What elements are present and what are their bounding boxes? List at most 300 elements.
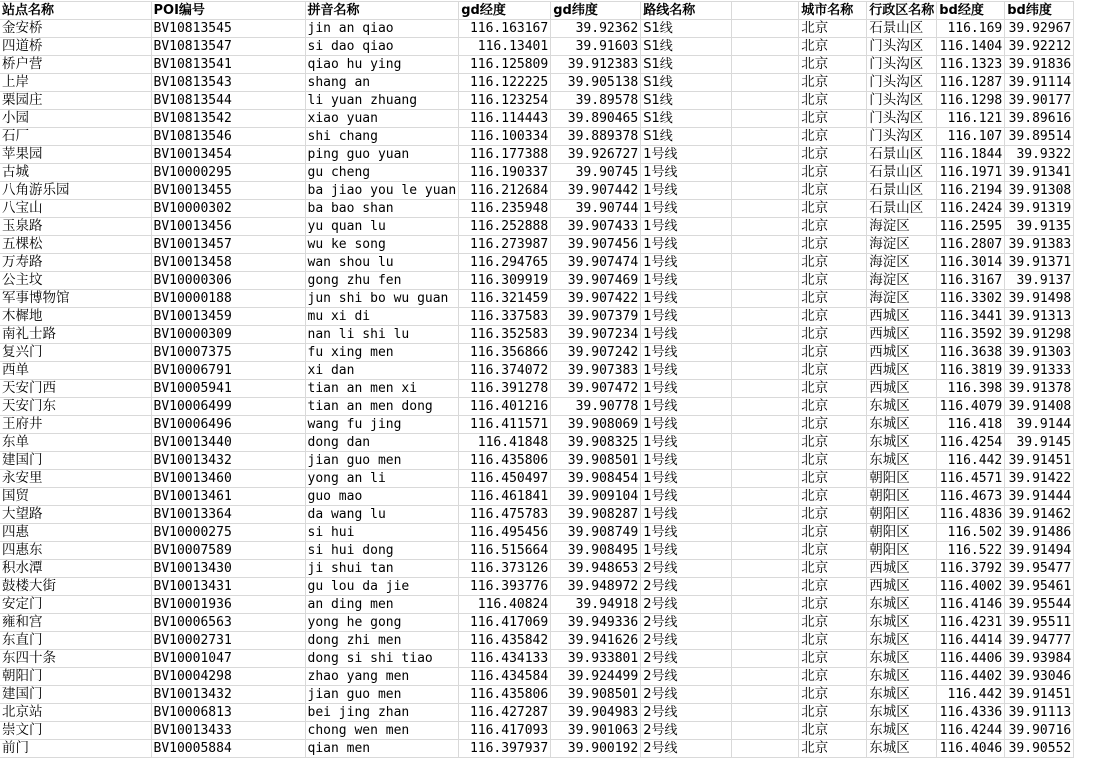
- station-name-cell[interactable]: 上岸: [0, 74, 151, 92]
- bd-lat-cell[interactable]: 39.91113: [1005, 704, 1074, 722]
- empty-cell[interactable]: [732, 632, 799, 650]
- gd-lng-cell[interactable]: 116.352583: [459, 326, 551, 344]
- station-name-cell[interactable]: 玉泉路: [0, 218, 151, 236]
- gd-lng-cell[interactable]: 116.475783: [459, 506, 551, 524]
- empty-cell[interactable]: [732, 146, 799, 164]
- poi-id-cell[interactable]: BV10013454: [151, 146, 305, 164]
- bd-lng-cell[interactable]: 116.121: [937, 110, 1005, 128]
- gd-lng-cell[interactable]: 116.235948: [459, 200, 551, 218]
- bd-lng-cell[interactable]: 116.4836: [937, 506, 1005, 524]
- poi-id-cell[interactable]: BV10001047: [151, 650, 305, 668]
- poi-id-cell[interactable]: BV10013430: [151, 560, 305, 578]
- gd-lng-cell[interactable]: 116.417069: [459, 614, 551, 632]
- bd-lat-cell[interactable]: 39.91462: [1005, 506, 1074, 524]
- empty-cell[interactable]: [732, 740, 799, 758]
- bd-lat-cell[interactable]: 39.93046: [1005, 668, 1074, 686]
- pinyin-cell[interactable]: mu xi di: [305, 308, 459, 326]
- poi-id-cell[interactable]: BV10000306: [151, 272, 305, 290]
- gd-lng-cell[interactable]: 116.374072: [459, 362, 551, 380]
- city-cell[interactable]: 北京: [799, 182, 867, 200]
- district-cell[interactable]: 西城区: [867, 380, 937, 398]
- district-cell[interactable]: 东城区: [867, 452, 937, 470]
- gd-lat-cell[interactable]: 39.904983: [551, 704, 641, 722]
- gd-lng-cell[interactable]: 116.273987: [459, 236, 551, 254]
- bd-lng-cell[interactable]: 116.442: [937, 452, 1005, 470]
- poi-id-cell[interactable]: BV10013456: [151, 218, 305, 236]
- gd-lat-cell[interactable]: 39.908501: [551, 686, 641, 704]
- gd-lng-cell[interactable]: 116.393776: [459, 578, 551, 596]
- station-name-cell[interactable]: 安定门: [0, 596, 151, 614]
- route-cell[interactable]: 1号线: [641, 290, 732, 308]
- route-cell[interactable]: 1号线: [641, 200, 732, 218]
- pinyin-cell[interactable]: zhao yang men: [305, 668, 459, 686]
- route-cell[interactable]: S1线: [641, 92, 732, 110]
- gd-lng-cell[interactable]: 116.163167: [459, 20, 551, 38]
- bd-lat-cell[interactable]: 39.91308: [1005, 182, 1074, 200]
- route-cell[interactable]: 2号线: [641, 596, 732, 614]
- pinyin-cell[interactable]: jin an qiao: [305, 20, 459, 38]
- bd-lat-cell[interactable]: 39.9322: [1005, 146, 1074, 164]
- route-cell[interactable]: 1号线: [641, 542, 732, 560]
- empty-cell[interactable]: [732, 596, 799, 614]
- pinyin-cell[interactable]: tian an men xi: [305, 380, 459, 398]
- bd-lng-cell[interactable]: 116.442: [937, 686, 1005, 704]
- district-cell[interactable]: 东城区: [867, 740, 937, 758]
- bd-lng-cell[interactable]: 116.4254: [937, 434, 1005, 452]
- district-cell[interactable]: 朝阳区: [867, 506, 937, 524]
- pinyin-cell[interactable]: guo mao: [305, 488, 459, 506]
- bd-lng-cell[interactable]: 116.522: [937, 542, 1005, 560]
- route-cell[interactable]: 1号线: [641, 164, 732, 182]
- route-cell[interactable]: 2号线: [641, 686, 732, 704]
- poi-id-cell[interactable]: BV10013433: [151, 722, 305, 740]
- station-name-cell[interactable]: 金安桥: [0, 20, 151, 38]
- pinyin-cell[interactable]: dong si shi tiao: [305, 650, 459, 668]
- bd-lng-cell[interactable]: 116.4406: [937, 650, 1005, 668]
- station-name-cell[interactable]: 东单: [0, 434, 151, 452]
- gd-lat-cell[interactable]: 39.941626: [551, 632, 641, 650]
- route-cell[interactable]: 2号线: [641, 740, 732, 758]
- pinyin-cell[interactable]: wang fu jing: [305, 416, 459, 434]
- empty-cell[interactable]: [732, 200, 799, 218]
- gd-lat-cell[interactable]: 39.90778: [551, 398, 641, 416]
- district-cell[interactable]: 石景山区: [867, 200, 937, 218]
- city-cell[interactable]: 北京: [799, 236, 867, 254]
- pinyin-cell[interactable]: qiao hu ying: [305, 56, 459, 74]
- empty-cell[interactable]: [732, 218, 799, 236]
- bd-lng-cell[interactable]: 116.418: [937, 416, 1005, 434]
- district-cell[interactable]: 门头沟区: [867, 38, 937, 56]
- poi-id-cell[interactable]: BV10013364: [151, 506, 305, 524]
- gd-lng-cell[interactable]: 116.294765: [459, 254, 551, 272]
- gd-lng-cell[interactable]: 116.356866: [459, 344, 551, 362]
- city-cell[interactable]: 北京: [799, 704, 867, 722]
- gd-lat-cell[interactable]: 39.905138: [551, 74, 641, 92]
- district-cell[interactable]: 西城区: [867, 344, 937, 362]
- route-cell[interactable]: 2号线: [641, 722, 732, 740]
- gd-lat-cell[interactable]: 39.92362: [551, 20, 641, 38]
- gd-lng-cell[interactable]: 116.435842: [459, 632, 551, 650]
- empty-cell[interactable]: [732, 668, 799, 686]
- gd-lat-cell[interactable]: 39.908454: [551, 470, 641, 488]
- gd-lng-cell[interactable]: 116.177388: [459, 146, 551, 164]
- gd-lng-cell[interactable]: 116.435806: [459, 686, 551, 704]
- header-poi-id[interactable]: POI编号: [151, 2, 305, 20]
- pinyin-cell[interactable]: ping guo yuan: [305, 146, 459, 164]
- city-cell[interactable]: 北京: [799, 596, 867, 614]
- gd-lat-cell[interactable]: 39.907422: [551, 290, 641, 308]
- gd-lat-cell[interactable]: 39.901063: [551, 722, 641, 740]
- bd-lat-cell[interactable]: 39.91422: [1005, 470, 1074, 488]
- bd-lng-cell[interactable]: 116.3014: [937, 254, 1005, 272]
- route-cell[interactable]: 1号线: [641, 488, 732, 506]
- poi-id-cell[interactable]: BV10000309: [151, 326, 305, 344]
- empty-cell[interactable]: [732, 398, 799, 416]
- bd-lat-cell[interactable]: 39.91486: [1005, 524, 1074, 542]
- pinyin-cell[interactable]: jian guo men: [305, 686, 459, 704]
- gd-lng-cell[interactable]: 116.434133: [459, 650, 551, 668]
- gd-lng-cell[interactable]: 116.125809: [459, 56, 551, 74]
- route-cell[interactable]: 1号线: [641, 326, 732, 344]
- bd-lat-cell[interactable]: 39.91114: [1005, 74, 1074, 92]
- route-cell[interactable]: 1号线: [641, 434, 732, 452]
- route-cell[interactable]: 1号线: [641, 308, 732, 326]
- gd-lng-cell[interactable]: 116.434584: [459, 668, 551, 686]
- empty-cell[interactable]: [732, 362, 799, 380]
- gd-lat-cell[interactable]: 39.907456: [551, 236, 641, 254]
- route-cell[interactable]: 2号线: [641, 578, 732, 596]
- route-cell[interactable]: 2号线: [641, 650, 732, 668]
- bd-lng-cell[interactable]: 116.1298: [937, 92, 1005, 110]
- route-cell[interactable]: 1号线: [641, 236, 732, 254]
- gd-lat-cell[interactable]: 39.90745: [551, 164, 641, 182]
- route-cell[interactable]: S1线: [641, 128, 732, 146]
- district-cell[interactable]: 石景山区: [867, 164, 937, 182]
- district-cell[interactable]: 东城区: [867, 722, 937, 740]
- pinyin-cell[interactable]: ji shui tan: [305, 560, 459, 578]
- bd-lng-cell[interactable]: 116.398: [937, 380, 1005, 398]
- bd-lng-cell[interactable]: 116.1287: [937, 74, 1005, 92]
- pinyin-cell[interactable]: xiao yuan: [305, 110, 459, 128]
- city-cell[interactable]: 北京: [799, 128, 867, 146]
- station-name-cell[interactable]: 东四十条: [0, 650, 151, 668]
- route-cell[interactable]: 1号线: [641, 452, 732, 470]
- gd-lng-cell[interactable]: 116.401216: [459, 398, 551, 416]
- empty-cell[interactable]: [732, 308, 799, 326]
- city-cell[interactable]: 北京: [799, 218, 867, 236]
- city-cell[interactable]: 北京: [799, 686, 867, 704]
- pinyin-cell[interactable]: si hui dong: [305, 542, 459, 560]
- poi-id-cell[interactable]: BV10000302: [151, 200, 305, 218]
- gd-lat-cell[interactable]: 39.908495: [551, 542, 641, 560]
- pinyin-cell[interactable]: yu quan lu: [305, 218, 459, 236]
- poi-id-cell[interactable]: BV10813542: [151, 110, 305, 128]
- pinyin-cell[interactable]: si dao qiao: [305, 38, 459, 56]
- empty-cell[interactable]: [732, 578, 799, 596]
- city-cell[interactable]: 北京: [799, 20, 867, 38]
- poi-id-cell[interactable]: BV10013432: [151, 452, 305, 470]
- gd-lng-cell[interactable]: 116.411571: [459, 416, 551, 434]
- empty-cell[interactable]: [732, 452, 799, 470]
- station-name-cell[interactable]: 木樨地: [0, 308, 151, 326]
- bd-lng-cell[interactable]: 116.3167: [937, 272, 1005, 290]
- city-cell[interactable]: 北京: [799, 416, 867, 434]
- bd-lat-cell[interactable]: 39.89616: [1005, 110, 1074, 128]
- pinyin-cell[interactable]: gu lou da jie: [305, 578, 459, 596]
- bd-lat-cell[interactable]: 39.89514: [1005, 128, 1074, 146]
- poi-id-cell[interactable]: BV10007375: [151, 344, 305, 362]
- district-cell[interactable]: 东城区: [867, 650, 937, 668]
- gd-lng-cell[interactable]: 116.417093: [459, 722, 551, 740]
- gd-lng-cell[interactable]: 116.427287: [459, 704, 551, 722]
- poi-id-cell[interactable]: BV10006499: [151, 398, 305, 416]
- gd-lat-cell[interactable]: 39.907242: [551, 344, 641, 362]
- city-cell[interactable]: 北京: [799, 722, 867, 740]
- station-name-cell[interactable]: 东直门: [0, 632, 151, 650]
- city-cell[interactable]: 北京: [799, 488, 867, 506]
- route-cell[interactable]: S1线: [641, 20, 732, 38]
- district-cell[interactable]: 西城区: [867, 308, 937, 326]
- bd-lat-cell[interactable]: 39.91383: [1005, 236, 1074, 254]
- pinyin-cell[interactable]: an ding men: [305, 596, 459, 614]
- bd-lat-cell[interactable]: 39.91498: [1005, 290, 1074, 308]
- city-cell[interactable]: 北京: [799, 470, 867, 488]
- city-cell[interactable]: 北京: [799, 164, 867, 182]
- station-name-cell[interactable]: 复兴门: [0, 344, 151, 362]
- district-cell[interactable]: 海淀区: [867, 254, 937, 272]
- gd-lng-cell[interactable]: 116.252888: [459, 218, 551, 236]
- bd-lat-cell[interactable]: 39.93984: [1005, 650, 1074, 668]
- station-name-cell[interactable]: 建国门: [0, 452, 151, 470]
- bd-lat-cell[interactable]: 39.9137: [1005, 272, 1074, 290]
- bd-lng-cell[interactable]: 116.1404: [937, 38, 1005, 56]
- city-cell[interactable]: 北京: [799, 452, 867, 470]
- gd-lat-cell[interactable]: 39.933801: [551, 650, 641, 668]
- bd-lat-cell[interactable]: 39.94777: [1005, 632, 1074, 650]
- empty-cell[interactable]: [732, 326, 799, 344]
- gd-lat-cell[interactable]: 39.907469: [551, 272, 641, 290]
- route-cell[interactable]: S1线: [641, 56, 732, 74]
- city-cell[interactable]: 北京: [799, 290, 867, 308]
- gd-lat-cell[interactable]: 39.907442: [551, 182, 641, 200]
- station-name-cell[interactable]: 石厂: [0, 128, 151, 146]
- empty-cell[interactable]: [732, 506, 799, 524]
- gd-lat-cell[interactable]: 39.91603: [551, 38, 641, 56]
- poi-id-cell[interactable]: BV10013440: [151, 434, 305, 452]
- route-cell[interactable]: 1号线: [641, 146, 732, 164]
- district-cell[interactable]: 东城区: [867, 596, 937, 614]
- district-cell[interactable]: 东城区: [867, 632, 937, 650]
- empty-cell[interactable]: [732, 560, 799, 578]
- bd-lng-cell[interactable]: 116.3792: [937, 560, 1005, 578]
- route-cell[interactable]: 2号线: [641, 614, 732, 632]
- district-cell[interactable]: 石景山区: [867, 146, 937, 164]
- empty-cell[interactable]: [732, 92, 799, 110]
- gd-lng-cell[interactable]: 116.309919: [459, 272, 551, 290]
- bd-lat-cell[interactable]: 39.95477: [1005, 560, 1074, 578]
- gd-lat-cell[interactable]: 39.949336: [551, 614, 641, 632]
- header-pinyin[interactable]: 拼音名称: [305, 2, 459, 20]
- bd-lat-cell[interactable]: 39.91451: [1005, 686, 1074, 704]
- city-cell[interactable]: 北京: [799, 578, 867, 596]
- route-cell[interactable]: S1线: [641, 110, 732, 128]
- station-name-cell[interactable]: 南礼士路: [0, 326, 151, 344]
- empty-cell[interactable]: [732, 128, 799, 146]
- district-cell[interactable]: 东城区: [867, 686, 937, 704]
- empty-cell[interactable]: [732, 542, 799, 560]
- district-cell[interactable]: 门头沟区: [867, 110, 937, 128]
- gd-lat-cell[interactable]: 39.907472: [551, 380, 641, 398]
- pinyin-cell[interactable]: bei jing zhan: [305, 704, 459, 722]
- gd-lng-cell[interactable]: 116.100334: [459, 128, 551, 146]
- bd-lat-cell[interactable]: 39.91451: [1005, 452, 1074, 470]
- station-name-cell[interactable]: 四惠东: [0, 542, 151, 560]
- poi-id-cell[interactable]: BV10813546: [151, 128, 305, 146]
- pinyin-cell[interactable]: ba bao shan: [305, 200, 459, 218]
- city-cell[interactable]: 北京: [799, 92, 867, 110]
- gd-lat-cell[interactable]: 39.907383: [551, 362, 641, 380]
- poi-id-cell[interactable]: BV10013432: [151, 686, 305, 704]
- poi-id-cell[interactable]: BV10013431: [151, 578, 305, 596]
- bd-lng-cell[interactable]: 116.4414: [937, 632, 1005, 650]
- gd-lat-cell[interactable]: 39.90744: [551, 200, 641, 218]
- header-bd-lat[interactable]: bd纬度: [1005, 2, 1074, 20]
- poi-id-cell[interactable]: BV10813545: [151, 20, 305, 38]
- district-cell[interactable]: 西城区: [867, 326, 937, 344]
- bd-lng-cell[interactable]: 116.2194: [937, 182, 1005, 200]
- district-cell[interactable]: 西城区: [867, 578, 937, 596]
- route-cell[interactable]: 1号线: [641, 272, 732, 290]
- gd-lng-cell[interactable]: 116.190337: [459, 164, 551, 182]
- route-cell[interactable]: 1号线: [641, 362, 732, 380]
- bd-lng-cell[interactable]: 116.107: [937, 128, 1005, 146]
- route-cell[interactable]: S1线: [641, 38, 732, 56]
- bd-lat-cell[interactable]: 39.91333: [1005, 362, 1074, 380]
- station-name-cell[interactable]: 四道桥: [0, 38, 151, 56]
- district-cell[interactable]: 西城区: [867, 560, 937, 578]
- gd-lat-cell[interactable]: 39.890465: [551, 110, 641, 128]
- bd-lat-cell[interactable]: 39.91341: [1005, 164, 1074, 182]
- city-cell[interactable]: 北京: [799, 524, 867, 542]
- city-cell[interactable]: 北京: [799, 146, 867, 164]
- empty-cell[interactable]: [732, 434, 799, 452]
- district-cell[interactable]: 石景山区: [867, 182, 937, 200]
- gd-lng-cell[interactable]: 116.515664: [459, 542, 551, 560]
- route-cell[interactable]: 2号线: [641, 560, 732, 578]
- station-name-cell[interactable]: 苹果园: [0, 146, 151, 164]
- pinyin-cell[interactable]: chong wen men: [305, 722, 459, 740]
- city-cell[interactable]: 北京: [799, 56, 867, 74]
- bd-lat-cell[interactable]: 39.92967: [1005, 20, 1074, 38]
- bd-lat-cell[interactable]: 39.91298: [1005, 326, 1074, 344]
- pinyin-cell[interactable]: shi chang: [305, 128, 459, 146]
- city-cell[interactable]: 北京: [799, 398, 867, 416]
- gd-lat-cell[interactable]: 39.908069: [551, 416, 641, 434]
- pinyin-cell[interactable]: shang an: [305, 74, 459, 92]
- district-cell[interactable]: 朝阳区: [867, 524, 937, 542]
- gd-lng-cell[interactable]: 116.114443: [459, 110, 551, 128]
- gd-lng-cell[interactable]: 116.212684: [459, 182, 551, 200]
- district-cell[interactable]: 海淀区: [867, 236, 937, 254]
- city-cell[interactable]: 北京: [799, 74, 867, 92]
- route-cell[interactable]: 1号线: [641, 254, 732, 272]
- bd-lat-cell[interactable]: 39.9144: [1005, 416, 1074, 434]
- bd-lat-cell[interactable]: 39.91303: [1005, 344, 1074, 362]
- pinyin-cell[interactable]: nan li shi lu: [305, 326, 459, 344]
- route-cell[interactable]: 1号线: [641, 398, 732, 416]
- header-city[interactable]: 城市名称: [799, 2, 867, 20]
- poi-id-cell[interactable]: BV10013458: [151, 254, 305, 272]
- empty-cell[interactable]: [732, 290, 799, 308]
- poi-id-cell[interactable]: BV10813541: [151, 56, 305, 74]
- poi-id-cell[interactable]: BV10005941: [151, 380, 305, 398]
- poi-id-cell[interactable]: BV10013459: [151, 308, 305, 326]
- empty-cell[interactable]: [732, 488, 799, 506]
- bd-lat-cell[interactable]: 39.90716: [1005, 722, 1074, 740]
- district-cell[interactable]: 朝阳区: [867, 470, 937, 488]
- bd-lng-cell[interactable]: 116.3819: [937, 362, 1005, 380]
- bd-lat-cell[interactable]: 39.95461: [1005, 578, 1074, 596]
- city-cell[interactable]: 北京: [799, 344, 867, 362]
- gd-lat-cell[interactable]: 39.948653: [551, 560, 641, 578]
- gd-lng-cell[interactable]: 116.41848: [459, 434, 551, 452]
- poi-id-cell[interactable]: BV10004298: [151, 668, 305, 686]
- route-cell[interactable]: 1号线: [641, 524, 732, 542]
- district-cell[interactable]: 朝阳区: [867, 542, 937, 560]
- station-name-cell[interactable]: 雍和宫: [0, 614, 151, 632]
- empty-cell[interactable]: [732, 74, 799, 92]
- empty-cell[interactable]: [732, 704, 799, 722]
- gd-lat-cell[interactable]: 39.907379: [551, 308, 641, 326]
- station-name-cell[interactable]: 小园: [0, 110, 151, 128]
- poi-id-cell[interactable]: BV10013457: [151, 236, 305, 254]
- city-cell[interactable]: 北京: [799, 380, 867, 398]
- empty-cell[interactable]: [732, 524, 799, 542]
- bd-lng-cell[interactable]: 116.502: [937, 524, 1005, 542]
- gd-lat-cell[interactable]: 39.926727: [551, 146, 641, 164]
- poi-id-cell[interactable]: BV10006496: [151, 416, 305, 434]
- empty-cell[interactable]: [732, 686, 799, 704]
- station-name-cell[interactable]: 崇文门: [0, 722, 151, 740]
- bd-lng-cell[interactable]: 116.3302: [937, 290, 1005, 308]
- gd-lng-cell[interactable]: 116.495456: [459, 524, 551, 542]
- gd-lat-cell[interactable]: 39.908325: [551, 434, 641, 452]
- header-route[interactable]: 路线名称: [641, 2, 732, 20]
- district-cell[interactable]: 东城区: [867, 434, 937, 452]
- station-name-cell[interactable]: 古城: [0, 164, 151, 182]
- city-cell[interactable]: 北京: [799, 254, 867, 272]
- bd-lng-cell[interactable]: 116.4244: [937, 722, 1005, 740]
- bd-lng-cell[interactable]: 116.4046: [937, 740, 1005, 758]
- header-district[interactable]: 行政区名称: [867, 2, 937, 20]
- gd-lat-cell[interactable]: 39.89578: [551, 92, 641, 110]
- bd-lat-cell[interactable]: 39.9145: [1005, 434, 1074, 452]
- station-name-cell[interactable]: 西单: [0, 362, 151, 380]
- empty-cell[interactable]: [732, 722, 799, 740]
- city-cell[interactable]: 北京: [799, 560, 867, 578]
- route-cell[interactable]: 1号线: [641, 380, 732, 398]
- city-cell[interactable]: 北京: [799, 614, 867, 632]
- gd-lat-cell[interactable]: 39.908501: [551, 452, 641, 470]
- city-cell[interactable]: 北京: [799, 506, 867, 524]
- pinyin-cell[interactable]: wan shou lu: [305, 254, 459, 272]
- bd-lat-cell[interactable]: 39.91319: [1005, 200, 1074, 218]
- gd-lng-cell[interactable]: 116.123254: [459, 92, 551, 110]
- city-cell[interactable]: 北京: [799, 362, 867, 380]
- bd-lng-cell[interactable]: 116.4336: [937, 704, 1005, 722]
- poi-id-cell[interactable]: BV10002731: [151, 632, 305, 650]
- gd-lng-cell[interactable]: 116.435806: [459, 452, 551, 470]
